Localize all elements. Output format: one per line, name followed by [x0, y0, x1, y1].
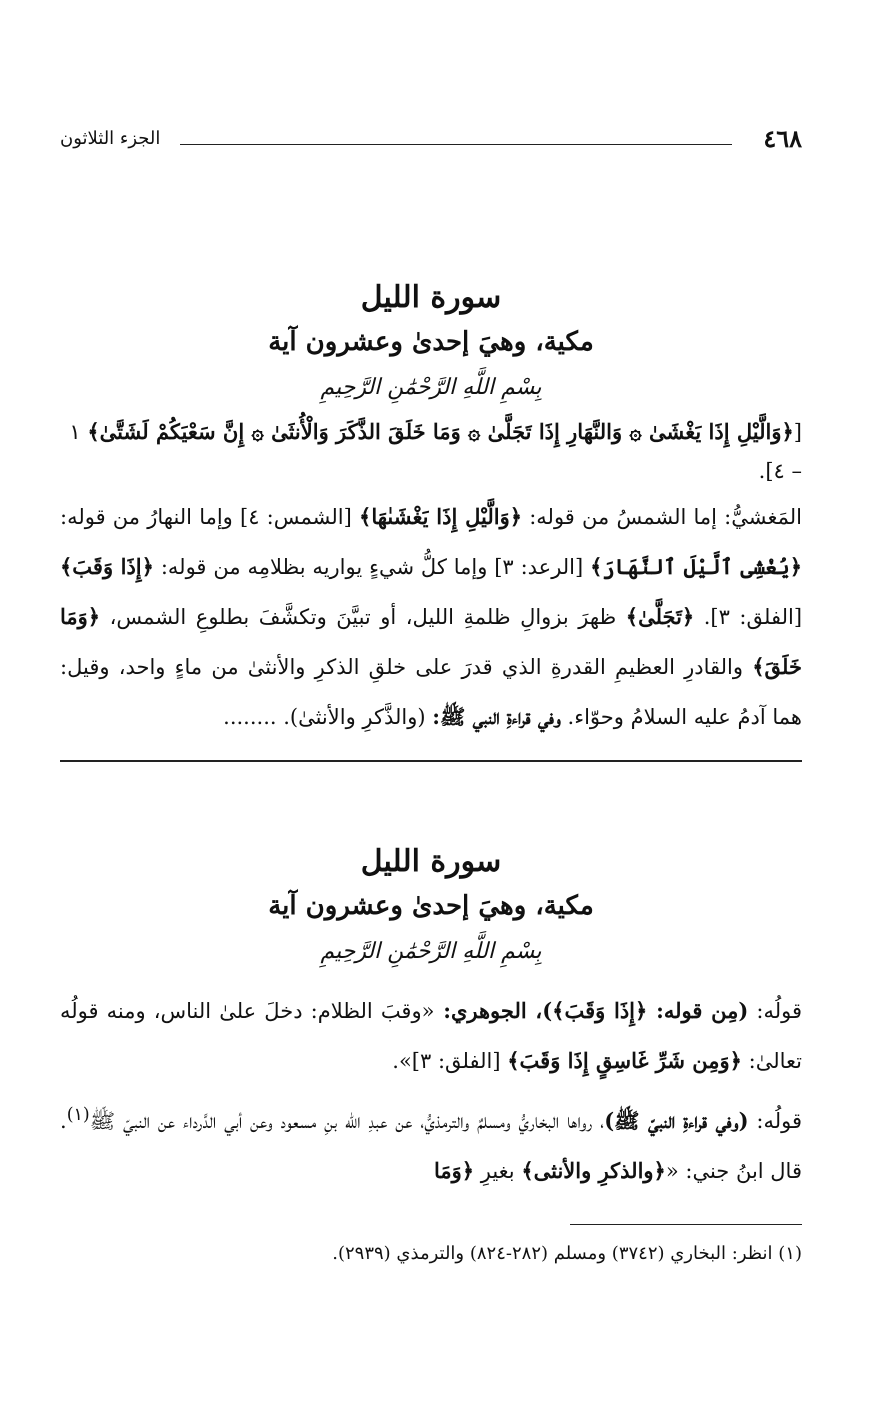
surah-title: سورة الليل: [360, 280, 502, 315]
text-run: (وفي قراءةِ النبيّ ﷺ): [604, 1107, 749, 1133]
text-run: . قال ابنُ جني: «: [60, 1108, 802, 1183]
footnote-rule: [570, 1224, 802, 1225]
section-hashiya: [60, 842, 802, 1196]
text-run: (مِن قوله:: [647, 997, 749, 1023]
text-run: بغيرِ: [474, 1158, 522, 1183]
footnote-marker[interactable]: (١): [66, 1104, 90, 1125]
quran-quote: ﴿إِذَا وَقَبَ﴾: [60, 554, 154, 580]
note-paragraph: [60, 986, 802, 1086]
text-run: والقادرِ العظيمِ القدرةِ الذي قدرَ على خلقِ الذكرِ والأنثىٰ من ماءٍ واحد، وقيل: هما آدمُ عليه السلامُ وحوّاء.: [60, 655, 802, 730]
text-run: [الفلق: ٣]».: [392, 1048, 508, 1073]
text-run: «وقبَ الظلام: دخلَ علىٰ الناس، ومنه قولُه تعالىٰ:: [60, 998, 802, 1073]
verse-text: ﴿وَالَّيْلِ إِذَا يَغْشَىٰ ۞ وَالنَّهَارِ إِذَا تَجَلَّىٰ ۞ وَمَا خَلَقَ الذَّكَرَ وَالْأُنثَىٰ ۞ إِنَّ سَعْيَكُمْ لَشَتَّىٰ﴾: [87, 418, 794, 444]
footnote: (١) انظر: البخاري (٣٧٤٢) ومسلم (٢٨٢-٨٢٤) والترمذي (٢٩٣٩).: [332, 1243, 802, 1264]
basmala: بِسْمِ اللَّهِ الرَّحْمَٰنِ الرَّحِيمِ: [320, 939, 542, 964]
text-run: وفي قراءةِ النبي ﷺ:: [432, 704, 561, 730]
text-run: [الرعد: ٣] وإما كلُّ شيءٍ يواريه بظلامِه من قوله:: [153, 555, 591, 580]
section-divider: [60, 760, 802, 762]
running-title: الجزء الثلاثون: [60, 128, 161, 149]
quran-quote: ﴿وَمِن شَرِّ غَاسِقٍ إِذَا وَقَبَ﴾: [507, 1047, 742, 1073]
page-number: ٤٦٨: [763, 124, 802, 153]
quran-quote: ﴿تَجَلَّىٰ﴾: [625, 604, 695, 630]
surah-subtitle: مكية، وهيَ إحدىٰ وعشرون آية: [268, 891, 594, 921]
verse-block: [﴿وَالَّيْلِ إِذَا يَغْشَىٰ ۞ وَالنَّهَارِ إِذَا تَجَلَّىٰ ۞ وَمَا خَلَقَ الذَّكَرَ وَالْأُنثَىٰ ۞ إِنَّ سَعْيَكُمْ لَشَتَّىٰ﴾ ١ – ٤].: [69, 418, 802, 484]
quran-quote: ﴿وَالَّيْلِ إِذَا يَغْشَىٰهَا﴾: [359, 504, 523, 530]
running-header: [60, 124, 802, 160]
quran-quote: ﴿والذكرِ والأنثى﴾: [521, 1157, 666, 1183]
quran-quote: ﴿وَمَا: [433, 1157, 475, 1183]
basmala: بِسْمِ اللَّهِ الرَّحْمَٰنِ الرَّحِيمِ: [320, 375, 542, 400]
surah-title: سورة الليل: [360, 844, 502, 879]
quran-quote: ﴿إِذَا وَقَبَ﴾: [552, 997, 648, 1023]
header-rule: [180, 144, 732, 145]
text-run: (والذَّكرِ والأنثىٰ). ........: [223, 705, 433, 730]
text-run: المَغشيُّ: إما الشمسُ من قوله:: [522, 505, 802, 530]
surah-subtitle: مكية، وهيَ إحدىٰ وعشرون آية: [268, 327, 594, 357]
text-run: [الشمس: ٤] وإما النهارُ من قوله:: [60, 505, 360, 530]
verse-ref: ١ – ٤: [69, 419, 802, 484]
text-run: ، رواها البخاريُّ ومسلمٌ والترمذيُّ، عن عبدِ الله بنِ مسعود وعن أبي الدَّرداء عن النبيّ ﷺ: [89, 1108, 605, 1133]
text-run: [الفلق: ٣].: [694, 605, 803, 630]
quran-quote: ﴿وَمَا خَلَقَ﴾: [60, 604, 802, 680]
note-paragraph: [60, 1090, 802, 1196]
text-run: )، الجوهري:: [434, 997, 553, 1023]
commentary-paragraph: [60, 492, 802, 742]
section-quran-commentary: [60, 278, 802, 742]
text-run: قولُه:: [748, 1108, 803, 1133]
text-run: قولُه:: [748, 998, 803, 1023]
text-run: ظهرَ بزوالِ ظلمةِ الليل، أو تبيَّنَ وتكشَّفَ بطلوعِ الشمس،: [100, 605, 626, 630]
quran-quote: ﴿يُغْشِى ٱلَّيْلَ ٱلنَّهَارَ﴾: [590, 554, 802, 580]
